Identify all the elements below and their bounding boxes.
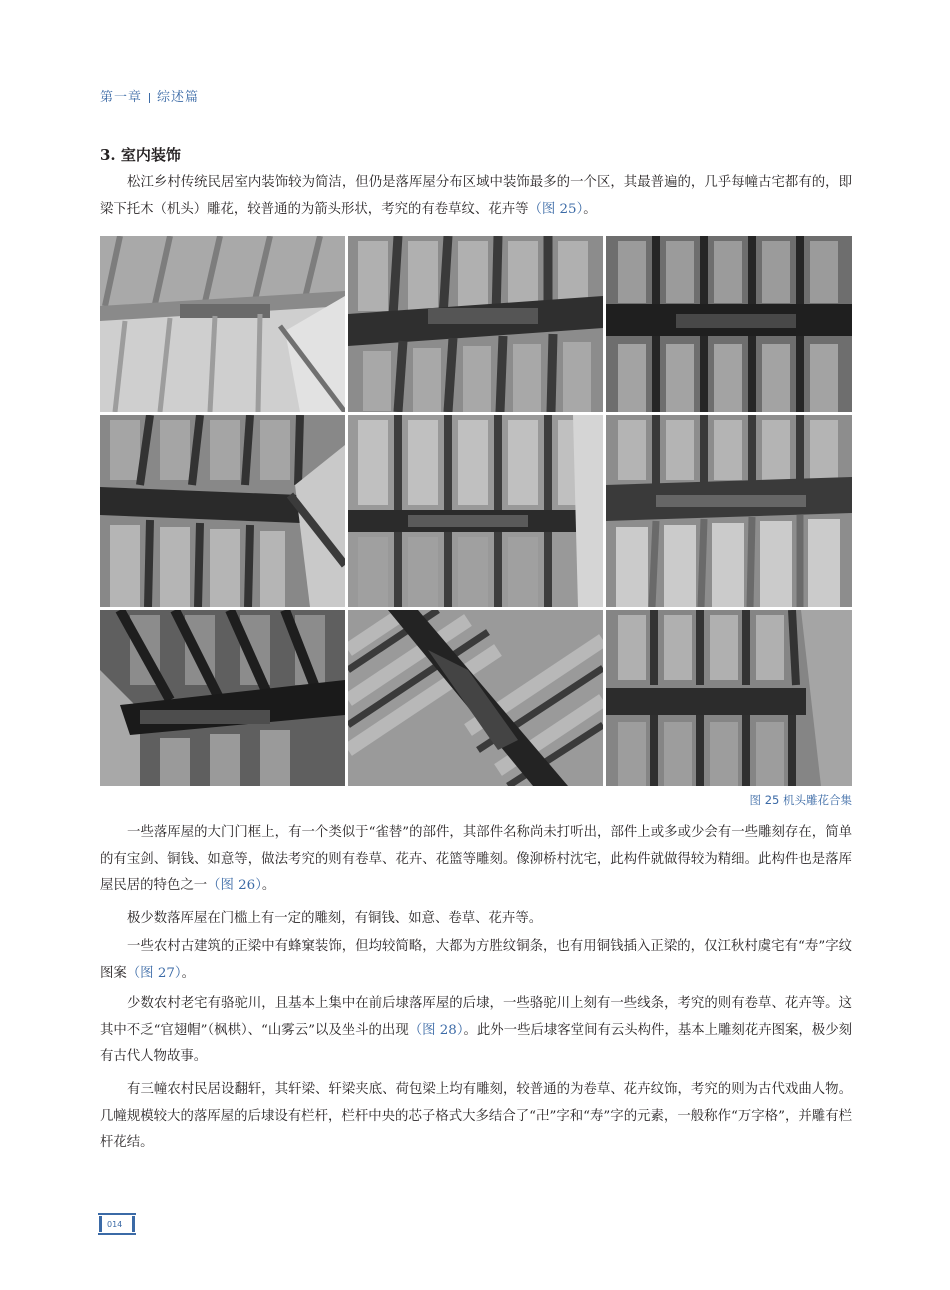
carved-bracket-photo — [348, 236, 603, 412]
photo-image — [348, 610, 603, 786]
running-header — [100, 86, 199, 105]
paragraph-6 — [100, 1077, 852, 1157]
photo-image — [100, 236, 345, 412]
page-number: 014 — [107, 1220, 123, 1229]
paragraph-text: 一些落厍屋的大门门框上，有一个类似于“雀替”的部件，其部件名称尚未打听出，部件上或多或少会有一些雕刻存在，简单的有宝剑、铜钱、如意等，做法考究的则有卷草、花卉、花篮等雕刻。像泖桥村沈宅，此构件就做得较为精细。此构件也是落厍屋民居的特色之一 — [100, 825, 852, 893]
carved-bracket-photo — [348, 415, 603, 607]
paragraph-3 — [100, 906, 852, 933]
photo-image — [348, 415, 603, 607]
paragraph-5 — [100, 991, 852, 1071]
header-separator — [149, 93, 150, 103]
paragraph-text: 有三幢农村民居设翻轩，其轩梁、轩梁夹底、荷包梁上均有雕刻，较普通的为卷草、花卉纹饰，考究的则为古代戏曲人物。几幢规模较大的落厍屋的后埭设有栏杆，栏杆中央的芯子格式大多结合了“卍”字和“寿”字的元素，一般称作“万字格”，并雕有栏杆花结。 — [100, 1082, 852, 1150]
carved-bracket-photo — [100, 610, 345, 786]
section-label: 综述篇 — [157, 90, 200, 105]
carved-bracket-photo — [100, 415, 345, 607]
section-title: 3. 室内装饰 — [100, 146, 181, 164]
figure-caption: 图 25 机头雕花合集 — [749, 793, 852, 807]
carved-bracket-photo — [606, 415, 852, 607]
paragraph-1 — [100, 170, 852, 223]
photo-image — [100, 610, 345, 786]
paragraph-4 — [100, 934, 852, 987]
paragraph-text: 。 — [583, 201, 597, 217]
carved-bracket-photo — [606, 610, 852, 786]
carved-bracket-photo — [348, 610, 603, 786]
photo-grid — [100, 236, 852, 786]
paragraph-text: 。 — [261, 878, 276, 893]
figure-reference[interactable]: （图 25） — [528, 201, 584, 217]
photo-image — [606, 415, 852, 607]
photo-image — [606, 610, 852, 786]
photo-image — [606, 236, 852, 412]
paragraph-text: 。 — [181, 965, 195, 981]
page-number-badge — [97, 1213, 137, 1235]
paragraph-text: 一些农村古建筑的正梁中有蜂窠装饰，但均较简略，大都为方胜纹铜条，也有用铜钱插入正梁的，仅江秋村虞宅有“寿”字纹图案 — [100, 939, 852, 981]
paragraph-2 — [100, 820, 852, 900]
paragraph-text: 极少数落厍屋在门槛上有一定的雕刻，有铜钱、如意、卷草、花卉等。 — [127, 911, 543, 926]
paragraph-text: 。此外一些后埭客堂间有云头构件，基本上雕刻花卉图案，极少刻有古代人物故事。 — [100, 1022, 852, 1064]
paragraph-text: 少数农村老宅有骆驼川，且基本上集中在前后埭落厍屋的后埭，一些骆驼川上刻有一些线条，考究的则有卷草、花卉等。这其中不乏“官翅帽”（枫栱）、“山雾云”以及坐斗的出现 — [100, 996, 852, 1038]
carved-bracket-photo — [100, 236, 345, 412]
figure-reference[interactable]: （图 26） — [207, 878, 262, 893]
figure-reference[interactable]: （图 27） — [126, 965, 182, 981]
photo-image — [348, 236, 603, 412]
carved-bracket-photo — [606, 236, 852, 412]
paragraph-text: 松江乡村传统民居室内装饰较为简洁，但仍是落厍屋分布区域中装饰最多的一个区，其最普遍的，几乎每幢古宅都有的，即梁下托木（机头）雕花，较普通的为箭头形状，考究的有卷草纹、花卉等 — [100, 175, 852, 217]
chapter-label: 第一章 — [100, 90, 143, 105]
figure-reference[interactable]: （图 28） — [408, 1022, 464, 1038]
photo-image — [100, 415, 345, 607]
